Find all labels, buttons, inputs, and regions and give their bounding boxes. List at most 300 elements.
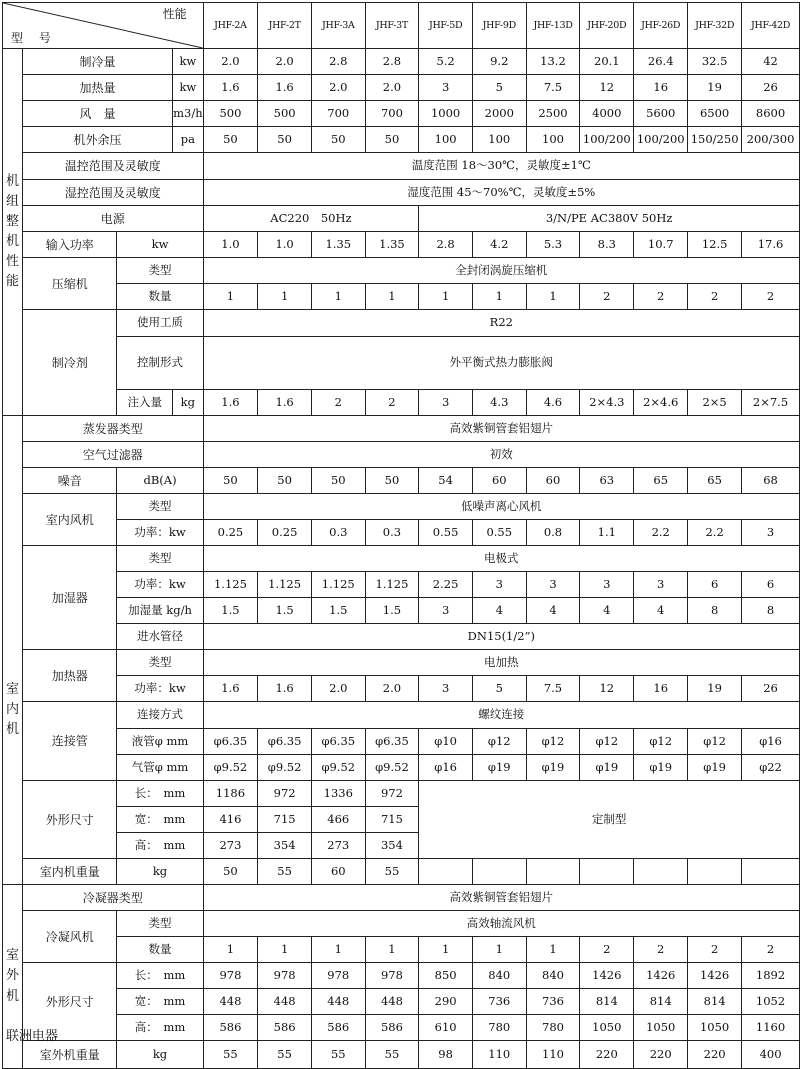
value-cell: 26	[742, 75, 800, 101]
value-cell: 586	[203, 1015, 258, 1041]
value-cell: 4	[634, 598, 688, 624]
value-cell: φ6.35	[311, 729, 365, 755]
value-cell: 273	[311, 833, 365, 859]
table-row	[3, 3, 800, 49]
sub-label: 连接方式	[117, 702, 203, 729]
table-row	[3, 989, 800, 1015]
row-label: 制冷量	[23, 49, 173, 75]
row-label: 室外机重量	[23, 1041, 117, 1069]
value-cell: 700	[311, 101, 365, 127]
value-cell: 780	[526, 1015, 580, 1041]
unit-cell: kw	[117, 232, 203, 258]
unit-cell: kg	[117, 1041, 203, 1069]
value-cell: 586	[365, 1015, 419, 1041]
value-cell: 55	[203, 1041, 258, 1069]
value-cell: 586	[258, 1015, 312, 1041]
merged-value: 高效轴流风机	[203, 911, 799, 937]
value-cell: 8	[688, 598, 742, 624]
value-cell: 972	[365, 781, 419, 807]
value-cell: 1	[472, 937, 526, 963]
row-label: 加湿器	[23, 546, 117, 650]
value-cell: 1.5	[203, 598, 258, 624]
value-cell: 2.0	[365, 676, 419, 702]
spec-table	[2, 2, 800, 1069]
value-cell: 448	[311, 989, 365, 1015]
row-label: 室内机重量	[23, 859, 117, 885]
value-cell: 1	[203, 284, 258, 310]
merged-value: 外平衡式热力膨胀阀	[203, 337, 799, 390]
row-label: 外形尺寸	[23, 781, 117, 859]
value-cell: 16	[634, 676, 688, 702]
table-row	[3, 494, 800, 520]
unit-cell: dB(A)	[117, 468, 203, 494]
sub-label: 宽： mm	[117, 989, 203, 1015]
value-cell: 5	[472, 75, 526, 101]
table-row	[3, 520, 800, 546]
value-cell: 416	[203, 807, 258, 833]
value-cell: 500	[203, 101, 258, 127]
value-cell: 2	[365, 390, 419, 416]
value-cell: 100	[472, 127, 526, 153]
value-cell: 2	[688, 284, 742, 310]
value-cell: 55	[365, 859, 419, 885]
value-cell: 50	[365, 468, 419, 494]
value-cell: 1.6	[258, 75, 312, 101]
table-row	[3, 180, 800, 206]
value-cell: 814	[688, 989, 742, 1015]
value-cell: 3	[580, 572, 634, 598]
value-cell: 1	[311, 284, 365, 310]
value-cell: 220	[580, 1041, 634, 1069]
value-cell: φ22	[742, 755, 800, 781]
row-label: 冷凝风机	[23, 911, 117, 963]
table-row	[3, 416, 800, 442]
section-label-indoor: 室 内 机	[3, 416, 23, 885]
value-cell: 1.125	[258, 572, 312, 598]
merged-value: 全封闭涡旋压缩机	[203, 258, 799, 284]
table-cell	[634, 859, 688, 885]
value-cell: φ12	[688, 729, 742, 755]
table-row	[3, 49, 800, 75]
sub-label: 功率：kw	[117, 676, 203, 702]
value-cell: 19	[688, 676, 742, 702]
merged-value: 温度范围 18～30℃，灵敏度±1℃	[203, 153, 799, 180]
row-label: 室内风机	[23, 494, 117, 546]
value-cell: 780	[472, 1015, 526, 1041]
value-cell: 1426	[634, 963, 688, 989]
value-cell: 16	[634, 75, 688, 101]
sub-label: 宽： mm	[117, 807, 203, 833]
value-cell: 4.6	[526, 390, 580, 416]
unit-cell: kw	[173, 49, 204, 75]
value-cell: 1.1	[580, 520, 634, 546]
value-cell: 448	[258, 989, 312, 1015]
model-header: JHF-20D	[580, 3, 634, 49]
value-cell: φ9.52	[365, 755, 419, 781]
merged-value: AC220 50Hz	[203, 206, 419, 232]
corner-label-model: 型 号	[11, 31, 57, 45]
table-row	[3, 572, 800, 598]
value-cell: 814	[580, 989, 634, 1015]
value-cell: 2.0	[203, 49, 258, 75]
table-row	[3, 911, 800, 937]
value-cell: 1.125	[311, 572, 365, 598]
sub-label: 长： mm	[117, 781, 203, 807]
value-cell: 12.5	[688, 232, 742, 258]
value-cell: 32.5	[688, 49, 742, 75]
value-cell: 50	[258, 468, 312, 494]
value-cell: 5.2	[419, 49, 473, 75]
row-label: 电源	[23, 206, 204, 232]
value-cell: 4.2	[472, 232, 526, 258]
value-cell: 2.0	[258, 49, 312, 75]
value-cell: 110	[472, 1041, 526, 1069]
value-cell: 466	[311, 807, 365, 833]
row-label: 外形尺寸	[23, 963, 117, 1041]
value-cell: 2.8	[311, 49, 365, 75]
value-cell: φ19	[580, 755, 634, 781]
value-cell: 1	[365, 284, 419, 310]
value-cell: 2	[634, 937, 688, 963]
model-header: JHF-32D	[688, 3, 742, 49]
value-cell: 400	[742, 1041, 800, 1069]
value-cell: 4.3	[472, 390, 526, 416]
value-cell: 273	[203, 833, 258, 859]
table-row	[3, 729, 800, 755]
unit-cell: kg	[117, 859, 203, 885]
value-cell: 354	[258, 833, 312, 859]
value-cell: 0.8	[526, 520, 580, 546]
value-cell: 26.4	[634, 49, 688, 75]
table-row	[3, 755, 800, 781]
value-cell: 54	[419, 468, 473, 494]
table-row	[3, 546, 800, 572]
sub-label: 类型	[117, 258, 203, 284]
value-cell: 354	[365, 833, 419, 859]
model-header: JHF-5D	[419, 3, 473, 49]
table-row	[3, 650, 800, 676]
value-cell: 978	[365, 963, 419, 989]
unit-cell: m3/h	[173, 101, 204, 127]
value-cell: 63	[580, 468, 634, 494]
value-cell: 2.0	[311, 676, 365, 702]
row-label: 蒸发器类型	[23, 416, 204, 442]
value-cell: 0.55	[472, 520, 526, 546]
sub-label: 功率：kw	[117, 520, 203, 546]
table-row	[3, 468, 800, 494]
corner-label-performance: 性能	[162, 7, 187, 21]
value-cell: 2	[580, 937, 634, 963]
merged-value: 初效	[203, 442, 799, 468]
table-row	[3, 337, 800, 364]
value-cell: 1.125	[203, 572, 258, 598]
sub-label: 高： mm	[117, 833, 203, 859]
merged-value: DN15(1/2”)	[203, 624, 799, 650]
value-cell: φ12	[580, 729, 634, 755]
value-cell: 8600	[742, 101, 800, 127]
value-cell: 2.0	[365, 75, 419, 101]
value-cell: φ6.35	[365, 729, 419, 755]
value-cell: 736	[526, 989, 580, 1015]
value-cell: 19	[688, 75, 742, 101]
value-cell: 2.8	[365, 49, 419, 75]
row-label: 制冷剂	[23, 310, 117, 416]
value-cell: φ9.52	[311, 755, 365, 781]
value-cell: 2	[742, 284, 800, 310]
table-row	[3, 963, 800, 989]
value-cell: 448	[365, 989, 419, 1015]
model-header: JHF-3A	[311, 3, 365, 49]
table-cell	[419, 859, 473, 885]
row-label: 噪音	[23, 468, 117, 494]
value-cell: 1	[419, 937, 473, 963]
value-cell: 1	[526, 284, 580, 310]
value-cell: 60	[526, 468, 580, 494]
model-header: JHF-42D	[742, 3, 800, 49]
value-cell: 1.125	[365, 572, 419, 598]
value-cell: φ16	[419, 755, 473, 781]
sub-label: 长： mm	[117, 963, 203, 989]
table-cell	[742, 859, 800, 885]
table-cell	[580, 859, 634, 885]
value-cell: 0.3	[365, 520, 419, 546]
value-cell: φ6.35	[203, 729, 258, 755]
merged-value: 电极式	[203, 546, 799, 572]
value-cell: 1	[311, 937, 365, 963]
value-cell: 5	[472, 676, 526, 702]
value-cell: 2	[580, 284, 634, 310]
table-row	[3, 859, 800, 885]
value-cell: 110	[526, 1041, 580, 1069]
table-row	[3, 75, 800, 101]
value-cell: φ12	[634, 729, 688, 755]
table-row	[3, 390, 800, 416]
value-cell: 1426	[688, 963, 742, 989]
sub-label: 数量	[117, 937, 203, 963]
value-cell: 1000	[419, 101, 473, 127]
sub-label: 加湿量 kg/h	[117, 598, 203, 624]
value-cell: 10.7	[634, 232, 688, 258]
table-row	[3, 127, 800, 153]
table-row	[3, 937, 800, 963]
value-cell: 50	[365, 127, 419, 153]
value-cell: 1050	[634, 1015, 688, 1041]
table-row	[3, 781, 800, 807]
value-cell: 12	[580, 676, 634, 702]
value-cell: 1.6	[258, 676, 312, 702]
sub-label: 控制形式	[117, 337, 203, 390]
value-cell: 586	[311, 1015, 365, 1041]
value-cell: 1336	[311, 781, 365, 807]
sub-label: 数量	[117, 284, 203, 310]
value-cell: φ19	[634, 755, 688, 781]
table-row	[3, 1015, 800, 1041]
value-cell: 0.25	[258, 520, 312, 546]
value-cell: 700	[365, 101, 419, 127]
value-cell: 8	[742, 598, 800, 624]
merged-value: 湿度范围 45～70%℃，灵敏度±5%	[203, 180, 799, 206]
row-label: 空气过滤器	[23, 442, 204, 468]
section-label-unit: 机 组 整 机 性 能	[3, 49, 23, 416]
table-row	[3, 284, 800, 310]
sub-label: 进水管径	[117, 624, 203, 650]
value-cell: 4	[526, 598, 580, 624]
value-cell: 220	[634, 1041, 688, 1069]
value-cell: 978	[258, 963, 312, 989]
value-cell: φ6.35	[258, 729, 312, 755]
merged-value: 定制型	[419, 781, 800, 859]
header-corner	[3, 3, 204, 49]
value-cell: 1	[258, 284, 312, 310]
value-cell: 150/250	[688, 127, 742, 153]
table-row	[3, 598, 800, 624]
value-cell: 448	[203, 989, 258, 1015]
value-cell: φ19	[526, 755, 580, 781]
value-cell: 7.5	[526, 676, 580, 702]
row-label: 压缩机	[23, 258, 117, 310]
row-label: 加热量	[23, 75, 173, 101]
value-cell: 50	[311, 468, 365, 494]
value-cell: 1.5	[365, 598, 419, 624]
value-cell: 6500	[688, 101, 742, 127]
value-cell: 610	[419, 1015, 473, 1041]
row-label: 输入功率	[23, 232, 117, 258]
value-cell: 1	[203, 937, 258, 963]
value-cell: 5600	[634, 101, 688, 127]
value-cell: 4	[472, 598, 526, 624]
value-cell: 2	[688, 937, 742, 963]
value-cell: 17.6	[742, 232, 800, 258]
value-cell: 4000	[580, 101, 634, 127]
value-cell: 3	[419, 390, 473, 416]
model-header: JHF-3T	[365, 3, 419, 49]
row-label: 湿控范围及灵敏度	[23, 180, 204, 206]
merged-value: R22	[203, 310, 799, 337]
unit-cell: kg	[173, 390, 204, 416]
row-label: 风 量	[23, 101, 173, 127]
value-cell: 2	[634, 284, 688, 310]
value-cell: 2.2	[688, 520, 742, 546]
merged-value: 高效紫铜管套铝翅片	[203, 416, 799, 442]
value-cell: 13.2	[526, 49, 580, 75]
value-cell: 55	[258, 859, 312, 885]
value-cell: 68	[742, 468, 800, 494]
value-cell: 2.2	[634, 520, 688, 546]
merged-value: 3/N/PE AC380V 50Hz	[419, 206, 800, 232]
value-cell: 12	[580, 75, 634, 101]
value-cell: 220	[688, 1041, 742, 1069]
value-cell: 1.0	[203, 232, 258, 258]
value-cell: 1.35	[311, 232, 365, 258]
value-cell: 55	[365, 1041, 419, 1069]
value-cell: φ9.52	[258, 755, 312, 781]
value-cell: φ12	[526, 729, 580, 755]
value-cell: 1	[258, 937, 312, 963]
value-cell: 1.6	[203, 676, 258, 702]
table-row	[3, 1041, 800, 1069]
value-cell: 100/200	[580, 127, 634, 153]
value-cell: 50	[203, 859, 258, 885]
value-cell: 9.2	[472, 49, 526, 75]
table-cell	[472, 859, 526, 885]
value-cell: 1.0	[258, 232, 312, 258]
table-row	[3, 258, 800, 284]
table-row	[3, 153, 800, 180]
value-cell: 65	[688, 468, 742, 494]
value-cell: 840	[472, 963, 526, 989]
value-cell: 65	[634, 468, 688, 494]
value-cell: 1	[526, 937, 580, 963]
sub-label: 高： mm	[117, 1015, 203, 1041]
value-cell: 1.6	[258, 390, 312, 416]
value-cell: 55	[258, 1041, 312, 1069]
sub-label: 使用工质	[117, 310, 203, 337]
value-cell: 840	[526, 963, 580, 989]
table-cell	[688, 859, 742, 885]
value-cell: 2	[311, 390, 365, 416]
table-row	[3, 442, 800, 468]
table-row	[3, 676, 800, 702]
value-cell: 0.55	[419, 520, 473, 546]
value-cell: 2.8	[419, 232, 473, 258]
value-cell: 50	[203, 468, 258, 494]
merged-value: 低噪声离心风机	[203, 494, 799, 520]
value-cell: 200/300	[742, 127, 800, 153]
table-row	[3, 624, 800, 650]
model-header: JHF-9D	[472, 3, 526, 49]
value-cell: 6	[742, 572, 800, 598]
value-cell: 5.3	[526, 232, 580, 258]
table-row	[3, 310, 800, 337]
value-cell: 4	[580, 598, 634, 624]
value-cell: 3	[634, 572, 688, 598]
value-cell: φ9.52	[203, 755, 258, 781]
value-cell: 1.35	[365, 232, 419, 258]
value-cell: φ19	[688, 755, 742, 781]
value-cell: 2.0	[311, 75, 365, 101]
value-cell: φ12	[472, 729, 526, 755]
row-label: 加热器	[23, 650, 117, 702]
value-cell: 6	[688, 572, 742, 598]
model-header: JHF-13D	[526, 3, 580, 49]
row-label: 机外余压	[23, 127, 173, 153]
value-cell: 3	[472, 572, 526, 598]
value-cell: 26	[742, 676, 800, 702]
value-cell: φ16	[742, 729, 800, 755]
value-cell: 850	[419, 963, 473, 989]
sub-label: 注入量	[117, 390, 173, 416]
value-cell: 100/200	[634, 127, 688, 153]
row-label: 温控范围及灵敏度	[23, 153, 204, 180]
value-cell: φ19	[472, 755, 526, 781]
value-cell: 2000	[472, 101, 526, 127]
value-cell: 7.5	[526, 75, 580, 101]
value-cell: 715	[365, 807, 419, 833]
merged-value: 高效紫铜管套铝翅片	[203, 885, 799, 911]
sub-label: 液管φ mm	[117, 729, 203, 755]
value-cell: 715	[258, 807, 312, 833]
value-cell: 60	[472, 468, 526, 494]
value-cell: 1050	[688, 1015, 742, 1041]
value-cell: 1186	[203, 781, 258, 807]
value-cell: 20.1	[580, 49, 634, 75]
value-cell: 42	[742, 49, 800, 75]
model-header: JHF-2T	[258, 3, 312, 49]
value-cell: 100	[419, 127, 473, 153]
section-label-outdoor: 室 外 机	[3, 885, 23, 1069]
value-cell: 978	[203, 963, 258, 989]
value-cell: 1160	[742, 1015, 800, 1041]
